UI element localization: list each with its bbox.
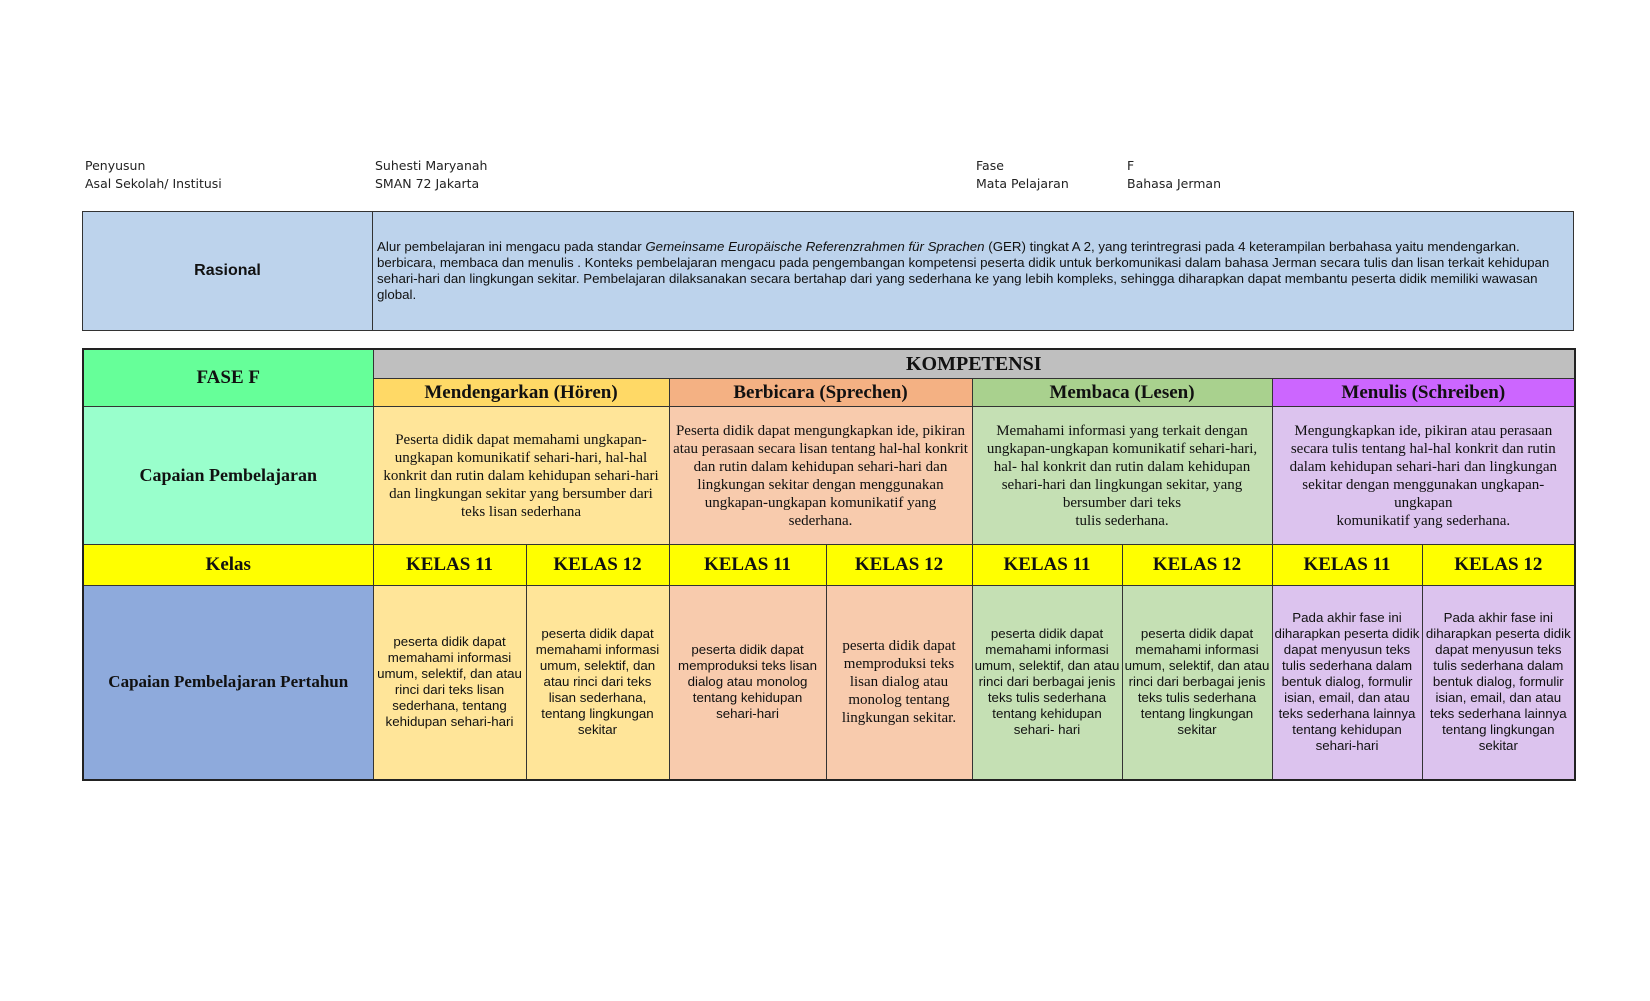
cpp-horen-12: peserta didik dapat memahami informasi umum, selektif, dan atau rinci dari teks lisan sederhana, tentang lingkungan sekitar xyxy=(526,586,669,780)
kelas-11-horen: KELAS 11 xyxy=(373,545,526,586)
skill-horen-header: Mendengarkan (Hören) xyxy=(373,379,669,407)
cpp-sprechen-12: peserta didik dapat memproduksi teks lisan dialog atau monolog tentang lingkungan sekitar. xyxy=(826,586,972,780)
rasional-text-before: Alur pembelajaran ini mengacu pada standar xyxy=(377,239,646,254)
header-labels-left xyxy=(85,157,222,193)
kelas-12-lesen: KELAS 12 xyxy=(1122,545,1272,586)
cpp-sprechen-11: peserta didik dapat memproduksi teks lisan dialog atau monolog tentang kehidupan sehari-hari xyxy=(669,586,826,780)
skill-sprechen-header: Berbicara (Sprechen) xyxy=(669,379,972,407)
cp-sprechen: Peserta didik dapat mengungkapkan ide, pikiran atau perasaan secara lisan tentang hal-hal konkrit dan rutin dalam kehidupan sehari-hari dan lingkungan sekitar dengan menggunakan ungkapan-ungkapan komunikatif yang sederhana. xyxy=(669,407,972,545)
skill-schreiben-header: Menulis (Schreiben) xyxy=(1272,379,1575,407)
sekolah-label: Asal Sekolah/ Institusi xyxy=(85,176,222,191)
fase-value: F xyxy=(1127,158,1135,173)
cp-lesen: Memahami informasi yang terkait dengan ungkapan-ungkapan komunikatif sehari-hari, hal- hal konkrit dan rutin dalam kehidupan sehari-hari dan lingkungan sekitar, yang bersumber dari teks tulis sederhana. xyxy=(972,407,1272,545)
cpp-schreiben-12: Pada akhir fase ini diharapkan peserta didik dapat menyusun teks tulis sederhana dalam bentuk dialog, formulir isian, email, dan atau teks sederhana lainnya tentang lingkungan sekitar xyxy=(1422,586,1575,780)
cp-horen: Peserta didik dapat memahami ungkapan-ungkapan komunikatif sehari-hari, hal-hal konkrit dan rutin dalam kehidupan sehari-hari dan lingkungan sekitar yang bersumber dari teks lisan sederhana xyxy=(373,407,669,545)
kelas-11-lesen: KELAS 11 xyxy=(972,545,1122,586)
kelas-12-horen: KELAS 12 xyxy=(526,545,669,586)
mapel-label: Mata Pelajaran xyxy=(976,176,1069,191)
kelas-12-sprechen: KELAS 12 xyxy=(826,545,972,586)
mapel-value: Bahasa Jerman xyxy=(1127,176,1222,191)
penyusun-value: Suhesti Maryanah xyxy=(375,158,488,173)
kelas-11-sprechen: KELAS 11 xyxy=(669,545,826,586)
rasional-text-after: (GER) tingkat A 2, yang terintregrasi pada 4 keterampilan berbahasa yaitu mendengarkan. berbicara, membaca dan menulis . Konteks pembelajaran mengacu pada pengembangan kompetensi peserta didik untuk berkomunikasi dalam bahasa Jerman secara tulis dan lisan terkait kehidupan sehari-hari dan lingkungan sekitar. Pembelajaran dilaksanakan secara bertahap dari yang sederhana ke yang lebih kompleks, sehingga diharapkan dapat membantu peserta didik memiliki wawasan global. xyxy=(377,239,1550,302)
rasional-table xyxy=(82,211,1574,331)
kompetensi-header: KOMPETENSI xyxy=(373,349,1575,379)
kompetensi-table xyxy=(82,348,1576,781)
fase-label: Fase xyxy=(976,158,1004,173)
cpp-lesen-12: peserta didik dapat memahami informasi umum, selektif, dan atau rinci dari berbagai jenis teks tulis sederhana tentang lingkungan sekitar xyxy=(1122,586,1272,780)
rasional-label: Rasional xyxy=(83,212,373,331)
kelas-12-schreiben: KELAS 12 xyxy=(1422,545,1575,586)
cpp-lesen-11: peserta didik dapat memahami informasi umum, selektif, dan atau rinci dari berbagai jenis teks tulis sederhana tentang kehidupan sehari- hari xyxy=(972,586,1122,780)
header-labels-right xyxy=(976,157,1069,193)
rasional-text-italic: Gemeinsame Europäische Referenzrahmen für Sprachen xyxy=(645,239,985,254)
sekolah-value: SMAN 72 Jakarta xyxy=(375,176,480,191)
header-values-left xyxy=(375,157,487,193)
skill-lesen-header: Membaca (Lesen) xyxy=(972,379,1272,407)
cp-label: Capaian Pembelajaran xyxy=(83,407,373,545)
rasional-text xyxy=(373,212,1574,331)
cpp-label: Capaian Pembelajaran Pertahun xyxy=(83,586,373,780)
cp-schreiben: Mengungkapkan ide, pikiran atau perasaan secara tulis tentang hal-hal konkrit dan rutin dalam kehidupan sehari-hari dan lingkungan sekitar dengan menggunakan ungkapan-ungkapan komunikatif yang sederhana. xyxy=(1272,407,1575,545)
penyusun-label: Penyusun xyxy=(85,158,146,173)
fase-header: FASE F xyxy=(83,349,373,407)
kelas-label: Kelas xyxy=(83,545,373,586)
header-values-right xyxy=(1127,157,1221,193)
cpp-schreiben-11: Pada akhir fase ini diharapkan peserta didik dapat menyusun teks tulis sederhana dalam bentuk dialog, formulir isian, email, dan atau teks sederhana lainnya tentang kehidupan sehari-hari xyxy=(1272,586,1422,780)
cpp-horen-11: peserta didik dapat memahami informasi umum, selektif, dan atau rinci dari teks lisan sederhana, tentang kehidupan sehari-hari xyxy=(373,586,526,780)
kelas-11-schreiben: KELAS 11 xyxy=(1272,545,1422,586)
